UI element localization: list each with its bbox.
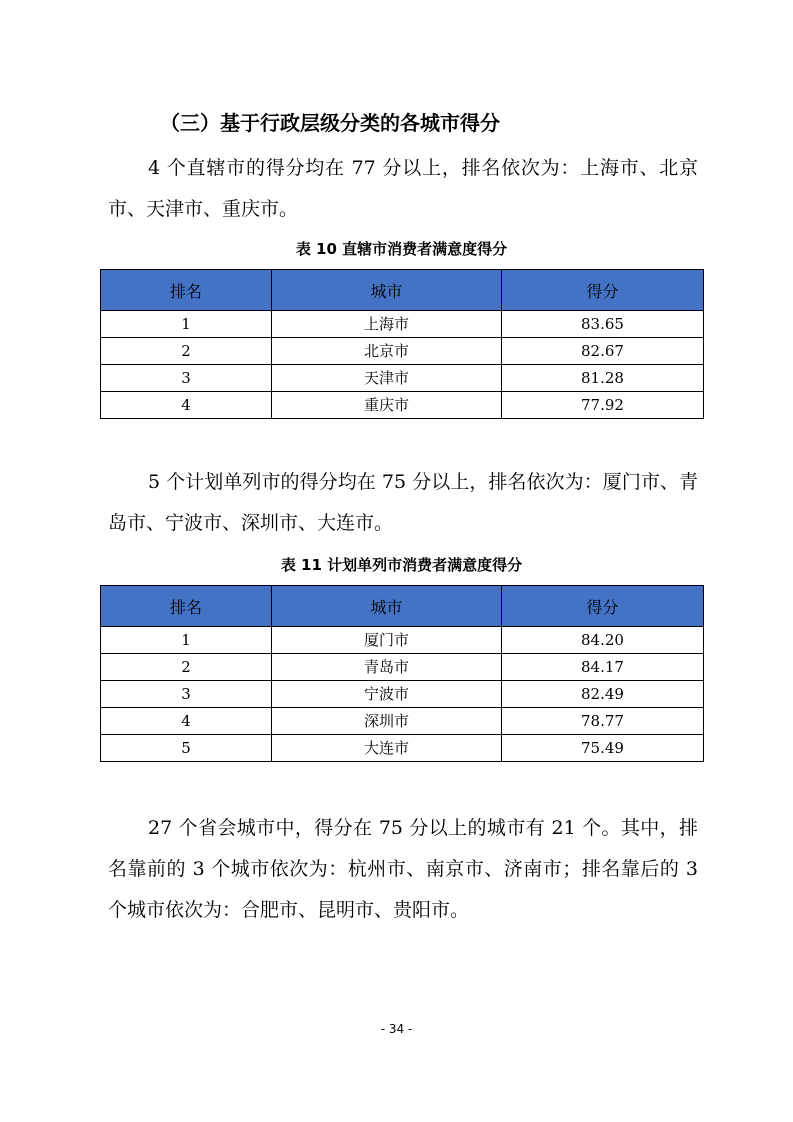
table11-caption: 表 11 计划单列市消费者满意度得分 (280, 556, 523, 574)
cell-rank: 5 (101, 735, 272, 762)
cell-city: 北京市 (272, 338, 502, 365)
cell-rank: 3 (101, 365, 272, 392)
table-row (101, 365, 704, 392)
paragraph-provincial-capitals: 27 个省会城市中，得分在 75 分以上的城市有 21 个。其中，排名靠前的 3 个城市依次为：杭州市、南京市、济南市；排名靠后的 3 个城市依次为：合肥市、昆明市、贵阳市。 (108, 817, 698, 921)
table10-municipalities (100, 269, 704, 419)
cell-score: 77.92 (502, 392, 704, 419)
table-row (101, 735, 704, 762)
table-row (101, 681, 704, 708)
column-header-rank: 排名 (101, 270, 272, 311)
table-header-row (101, 586, 704, 627)
cell-city: 厦门市 (272, 627, 502, 654)
table-row (101, 627, 704, 654)
cell-rank: 1 (101, 311, 272, 338)
page-number: - 34 - (380, 1022, 413, 1036)
table-header-row (101, 270, 704, 311)
cell-score: 82.67 (502, 338, 704, 365)
cell-city: 天津市 (272, 365, 502, 392)
cell-rank: 2 (101, 654, 272, 681)
cell-city: 大连市 (272, 735, 502, 762)
table10-caption: 表 10 直辖市消费者满意度得分 (295, 240, 508, 258)
column-header-score: 得分 (502, 270, 704, 311)
cell-city: 青岛市 (272, 654, 502, 681)
table-row (101, 654, 704, 681)
column-header-city: 城市 (272, 270, 502, 311)
section-heading: （三）基于行政层级分类的各城市得分 (160, 111, 500, 135)
cell-score: 83.65 (502, 311, 704, 338)
column-header-city: 城市 (272, 586, 502, 627)
column-header-score: 得分 (502, 586, 704, 627)
cell-score: 84.17 (502, 654, 704, 681)
cell-city: 上海市 (272, 311, 502, 338)
cell-rank: 3 (101, 681, 272, 708)
cell-score: 78.77 (502, 708, 704, 735)
cell-city: 重庆市 (272, 392, 502, 419)
cell-score: 82.49 (502, 681, 704, 708)
cell-city: 宁波市 (272, 681, 502, 708)
cell-rank: 2 (101, 338, 272, 365)
cell-score: 84.20 (502, 627, 704, 654)
cell-rank: 4 (101, 708, 272, 735)
table-row (101, 392, 704, 419)
cell-score: 75.49 (502, 735, 704, 762)
paragraph-municipalities: 4 个直辖市的得分均在 77 分以上，排名依次为：上海市、北京市、天津市、重庆市。 (108, 157, 698, 220)
table-row (101, 311, 704, 338)
cell-rank: 1 (101, 627, 272, 654)
table-row (101, 338, 704, 365)
table11-planned-cities (100, 585, 704, 762)
cell-rank: 4 (101, 392, 272, 419)
paragraph-planned-cities: 5 个计划单列市的得分均在 75 分以上，排名依次为：厦门市、青岛市、宁波市、深圳市、大连市。 (108, 471, 698, 534)
table-row (101, 708, 704, 735)
column-header-rank: 排名 (101, 586, 272, 627)
cell-city: 深圳市 (272, 708, 502, 735)
cell-score: 81.28 (502, 365, 704, 392)
